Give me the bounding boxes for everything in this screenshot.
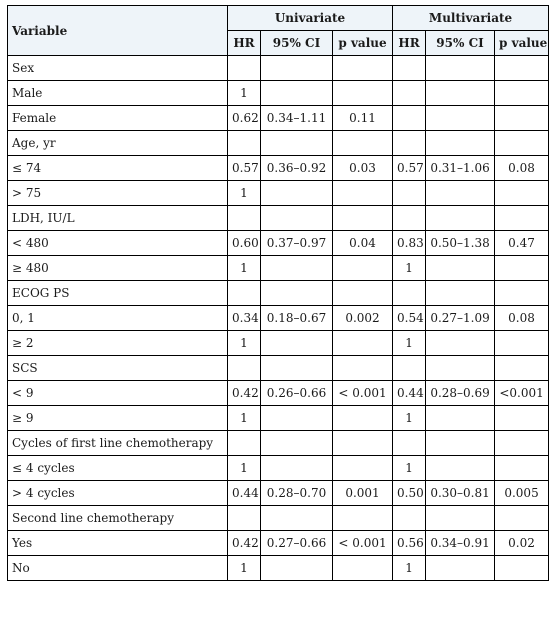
multi-ci-cell	[426, 56, 495, 81]
multi-p-cell	[495, 81, 549, 106]
variable-cell: Sex	[8, 56, 228, 81]
table-row	[8, 556, 549, 581]
column-header: HR	[228, 31, 261, 56]
uni-p-cell	[333, 56, 393, 81]
table-row	[8, 431, 549, 456]
multi-hr-cell: 1	[393, 456, 426, 481]
variable-cell: No	[8, 556, 228, 581]
variable-cell: ≥ 480	[8, 256, 228, 281]
uni-hr-cell: 0.57	[228, 156, 261, 181]
variable-cell: < 9	[8, 381, 228, 406]
multi-hr-cell: 0.44	[393, 381, 426, 406]
column-header: 95% CI	[426, 31, 495, 56]
multi-ci-cell	[426, 81, 495, 106]
uni-p-cell: 0.03	[333, 156, 393, 181]
uni-p-cell	[333, 456, 393, 481]
multi-hr-cell	[393, 206, 426, 231]
uni-hr-cell	[228, 56, 261, 81]
table-row	[8, 406, 549, 431]
uni-ci-cell	[261, 356, 333, 381]
multi-p-cell	[495, 281, 549, 306]
uni-p-cell	[333, 556, 393, 581]
table-row	[8, 81, 549, 106]
multi-ci-cell	[426, 206, 495, 231]
uni-p-cell: < 0.001	[333, 531, 393, 556]
uni-p-cell: < 0.001	[333, 381, 393, 406]
column-header: p value	[495, 31, 549, 56]
uni-hr-cell	[228, 206, 261, 231]
uni-ci-cell: 0.28–0.70	[261, 481, 333, 506]
table-row	[8, 506, 549, 531]
multi-p-cell	[495, 206, 549, 231]
variable-cell: Male	[8, 81, 228, 106]
multi-p-cell: 0.005	[495, 481, 549, 506]
uni-ci-cell	[261, 556, 333, 581]
uni-ci-cell	[261, 206, 333, 231]
multi-hr-cell	[393, 356, 426, 381]
uni-hr-cell: 0.42	[228, 381, 261, 406]
uni-hr-cell: 1	[228, 331, 261, 356]
uni-ci-cell: 0.27–0.66	[261, 531, 333, 556]
table-row	[8, 56, 549, 81]
multi-ci-cell: 0.34–0.91	[426, 531, 495, 556]
multi-ci-cell	[426, 281, 495, 306]
multi-hr-cell	[393, 131, 426, 156]
multi-hr-cell	[393, 281, 426, 306]
uni-p-cell	[333, 331, 393, 356]
multi-hr-cell: 1	[393, 331, 426, 356]
uni-hr-cell	[228, 506, 261, 531]
multi-p-cell	[495, 431, 549, 456]
uni-p-cell	[333, 256, 393, 281]
column-header: 95% CI	[261, 31, 333, 56]
variable-cell: ≥ 9	[8, 406, 228, 431]
uni-ci-cell	[261, 56, 333, 81]
multi-p-cell	[495, 331, 549, 356]
table-row	[8, 306, 549, 331]
multi-ci-cell	[426, 106, 495, 131]
variable-cell: Cycles of first line chemotherapy	[8, 431, 228, 456]
uni-p-cell	[333, 131, 393, 156]
variable-cell: > 4 cycles	[8, 481, 228, 506]
multi-hr-cell	[393, 506, 426, 531]
multi-p-cell: 0.08	[495, 156, 549, 181]
uni-ci-cell: 0.36–0.92	[261, 156, 333, 181]
variable-cell: ECOG PS	[8, 281, 228, 306]
column-header: p value	[333, 31, 393, 56]
uni-p-cell: 0.11	[333, 106, 393, 131]
variable-header: Variable	[8, 6, 228, 56]
uni-hr-cell: 1	[228, 456, 261, 481]
multi-p-cell	[495, 406, 549, 431]
table-row	[8, 156, 549, 181]
uni-hr-cell	[228, 281, 261, 306]
uni-p-cell	[333, 356, 393, 381]
uni-hr-cell	[228, 431, 261, 456]
multi-ci-cell: 0.28–0.69	[426, 381, 495, 406]
multi-ci-cell	[426, 131, 495, 156]
multi-hr-cell	[393, 81, 426, 106]
multi-hr-cell: 0.57	[393, 156, 426, 181]
multi-hr-cell	[393, 431, 426, 456]
uni-ci-cell	[261, 81, 333, 106]
uni-hr-cell: 0.62	[228, 106, 261, 131]
table-header	[8, 6, 549, 56]
variable-cell: Female	[8, 106, 228, 131]
uni-hr-cell	[228, 356, 261, 381]
multi-p-cell	[495, 556, 549, 581]
uni-hr-cell: 1	[228, 556, 261, 581]
uni-p-cell: 0.001	[333, 481, 393, 506]
table-row	[8, 231, 549, 256]
multi-p-cell	[495, 106, 549, 131]
uni-ci-cell	[261, 181, 333, 206]
multi-p-cell: <0.001	[495, 381, 549, 406]
table-row	[8, 481, 549, 506]
uni-ci-cell: 0.26–0.66	[261, 381, 333, 406]
multi-ci-cell	[426, 431, 495, 456]
multi-hr-cell: 1	[393, 406, 426, 431]
multi-hr-cell: 0.54	[393, 306, 426, 331]
uni-hr-cell: 1	[228, 81, 261, 106]
variable-cell: ≤ 4 cycles	[8, 456, 228, 481]
multi-p-cell: 0.47	[495, 231, 549, 256]
multi-p-cell: 0.08	[495, 306, 549, 331]
multi-ci-cell: 0.50–1.38	[426, 231, 495, 256]
uni-hr-cell: 0.42	[228, 531, 261, 556]
column-header: HR	[393, 31, 426, 56]
multi-hr-cell	[393, 56, 426, 81]
table-row	[8, 356, 549, 381]
multi-ci-cell	[426, 331, 495, 356]
multi-p-cell	[495, 131, 549, 156]
uni-hr-cell	[228, 131, 261, 156]
multi-p-cell	[495, 506, 549, 531]
table-body	[8, 56, 549, 581]
multi-hr-cell: 0.83	[393, 231, 426, 256]
uni-ci-cell	[261, 431, 333, 456]
table-row	[8, 181, 549, 206]
uni-hr-cell: 0.44	[228, 481, 261, 506]
uni-p-cell: 0.002	[333, 306, 393, 331]
multi-ci-cell	[426, 406, 495, 431]
variable-cell: ≥ 2	[8, 331, 228, 356]
multi-hr-cell: 1	[393, 556, 426, 581]
table-row	[8, 256, 549, 281]
uni-p-cell	[333, 206, 393, 231]
multi-hr-cell	[393, 181, 426, 206]
multi-ci-cell	[426, 556, 495, 581]
table-row	[8, 531, 549, 556]
multi-p-cell	[495, 56, 549, 81]
variable-cell: Second line chemotherapy	[8, 506, 228, 531]
uni-p-cell	[333, 431, 393, 456]
table-row	[8, 281, 549, 306]
multi-ci-cell	[426, 506, 495, 531]
multi-ci-cell	[426, 456, 495, 481]
table-row	[8, 381, 549, 406]
uni-hr-cell: 1	[228, 406, 261, 431]
uni-p-cell: 0.04	[333, 231, 393, 256]
univariate-header: Univariate	[228, 6, 393, 31]
header-row-groups	[8, 6, 549, 31]
uni-p-cell	[333, 406, 393, 431]
regression-table	[7, 5, 549, 581]
table-row	[8, 456, 549, 481]
uni-hr-cell: 0.60	[228, 231, 261, 256]
multi-hr-cell: 0.56	[393, 531, 426, 556]
uni-ci-cell: 0.37–0.97	[261, 231, 333, 256]
multi-ci-cell: 0.27–1.09	[426, 306, 495, 331]
uni-p-cell	[333, 81, 393, 106]
uni-ci-cell: 0.18–0.67	[261, 306, 333, 331]
uni-p-cell	[333, 281, 393, 306]
multi-p-cell	[495, 356, 549, 381]
table-row	[8, 131, 549, 156]
uni-p-cell	[333, 181, 393, 206]
variable-cell: < 480	[8, 231, 228, 256]
variable-cell: Yes	[8, 531, 228, 556]
multi-ci-cell	[426, 256, 495, 281]
uni-hr-cell: 1	[228, 181, 261, 206]
uni-ci-cell	[261, 256, 333, 281]
uni-ci-cell	[261, 281, 333, 306]
variable-cell: LDH, IU/L	[8, 206, 228, 231]
uni-ci-cell	[261, 131, 333, 156]
uni-hr-cell: 0.34	[228, 306, 261, 331]
multi-p-cell	[495, 256, 549, 281]
multi-p-cell	[495, 456, 549, 481]
table-row	[8, 331, 549, 356]
table-row	[8, 106, 549, 131]
variable-cell: SCS	[8, 356, 228, 381]
variable-cell: > 75	[8, 181, 228, 206]
multi-hr-cell: 1	[393, 256, 426, 281]
table-row	[8, 206, 549, 231]
multi-hr-cell: 0.50	[393, 481, 426, 506]
multi-ci-cell: 0.31–1.06	[426, 156, 495, 181]
multi-p-cell	[495, 181, 549, 206]
multivariate-header: Multivariate	[393, 6, 549, 31]
multi-ci-cell: 0.30–0.81	[426, 481, 495, 506]
uni-ci-cell: 0.34–1.11	[261, 106, 333, 131]
multi-ci-cell	[426, 181, 495, 206]
uni-ci-cell	[261, 506, 333, 531]
uni-p-cell	[333, 506, 393, 531]
multi-ci-cell	[426, 356, 495, 381]
uni-ci-cell	[261, 331, 333, 356]
uni-ci-cell	[261, 406, 333, 431]
variable-cell: ≤ 74	[8, 156, 228, 181]
uni-ci-cell	[261, 456, 333, 481]
multi-p-cell: 0.02	[495, 531, 549, 556]
multi-hr-cell	[393, 106, 426, 131]
variable-cell: Age, yr	[8, 131, 228, 156]
variable-cell: 0, 1	[8, 306, 228, 331]
uni-hr-cell: 1	[228, 256, 261, 281]
